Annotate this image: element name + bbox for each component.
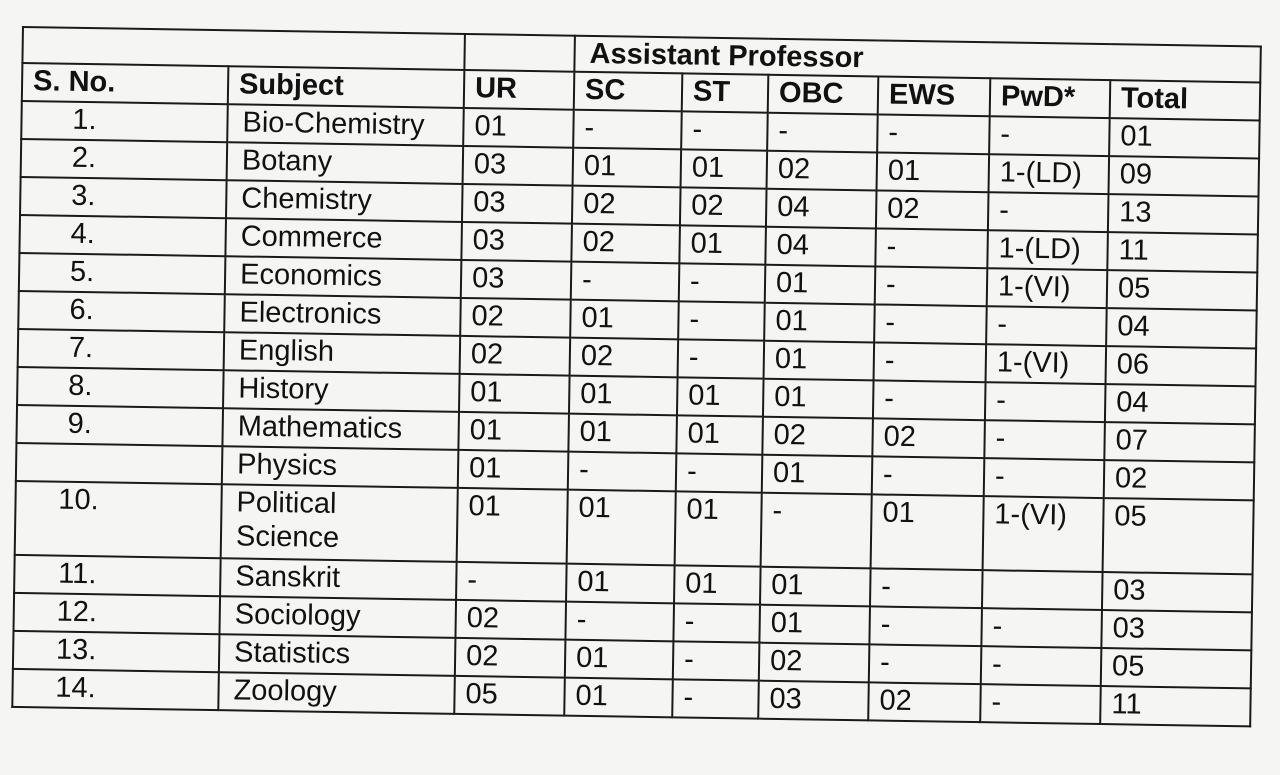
cell-obc: 01 [765, 265, 876, 305]
cell-sc: - [571, 262, 680, 302]
cell-pwd: 1-(LD) [987, 230, 1108, 270]
column-header: PwD* [990, 78, 1111, 118]
cell-subject: English [224, 332, 461, 374]
cell-subject: Commerce [225, 218, 462, 260]
cell-ur: 03 [462, 184, 573, 224]
cell-st: 01 [679, 225, 766, 264]
cell-subject: Mathematics [222, 408, 459, 450]
cell-total: 04 [1106, 308, 1257, 348]
cell-pwd [982, 570, 1103, 610]
cell-st: 01 [677, 377, 764, 416]
cell-ur: 01 [459, 374, 570, 414]
cell-total: 02 [1104, 460, 1255, 500]
cell-st: - [678, 339, 765, 378]
cell-st: - [672, 679, 759, 718]
cell-obc: 03 [758, 681, 869, 721]
cell-sc: - [573, 110, 682, 150]
cell-pwd: - [986, 306, 1107, 346]
cell-total: 05 [1107, 270, 1258, 310]
group-header: Assistant Professor [574, 36, 1260, 83]
column-header: SC [574, 72, 683, 112]
column-header: ST [682, 73, 769, 112]
cell-sno: 11. [14, 555, 221, 596]
cell-ur: 03 [461, 260, 572, 300]
cell-pwd: - [989, 116, 1110, 156]
column-header: OBC [768, 75, 879, 115]
cell-ur: 03 [461, 222, 572, 262]
cell-ews: - [873, 380, 986, 420]
blank-header-cell [464, 34, 575, 72]
cell-ews: - [875, 266, 988, 306]
cell-sno: 13. [13, 631, 220, 672]
cell-total: 09 [1108, 156, 1259, 196]
cell-obc: 02 [762, 417, 873, 457]
cell-sno: 8. [17, 367, 224, 408]
cell-ur: 05 [454, 676, 565, 716]
cell-st: 01 [676, 415, 763, 454]
cell-pwd: - [984, 458, 1105, 498]
cell-st: 01 [681, 149, 768, 188]
posts-table [11, 26, 1262, 727]
cell-obc: 04 [765, 227, 876, 267]
cell-obc: 01 [764, 341, 875, 381]
cell-subject: Physics [222, 446, 459, 488]
cell-ews: - [874, 304, 987, 344]
cell-sc: - [565, 602, 674, 642]
cell-total: 07 [1104, 422, 1255, 462]
cell-obc: - [761, 493, 872, 569]
cell-ews: - [869, 644, 982, 684]
cell-ews: - [877, 114, 990, 154]
cell-ur: 01 [457, 488, 568, 564]
cell-total: 13 [1108, 194, 1259, 234]
cell-pwd: - [981, 608, 1102, 648]
column-header: EWS [878, 76, 991, 116]
cell-ews: 02 [876, 190, 989, 230]
cell-subject: Botany [227, 142, 464, 184]
column-header: S. No. [22, 63, 229, 104]
cell-pwd: - [988, 192, 1109, 232]
cell-total: 04 [1105, 384, 1256, 424]
cell-st: - [673, 641, 760, 680]
cell-total: 01 [1109, 118, 1260, 158]
cell-ur: 02 [460, 336, 571, 376]
cell-sno: 5. [19, 253, 226, 294]
cell-st: 02 [680, 187, 767, 226]
cell-sno [16, 443, 223, 484]
cell-pwd: - [985, 382, 1106, 422]
cell-ews: - [875, 228, 988, 268]
cell-obc: - [767, 113, 878, 153]
cell-sno: 14. [12, 669, 219, 710]
table-body [12, 101, 1259, 726]
cell-sno: 7. [18, 329, 225, 370]
cell-st: - [678, 301, 765, 340]
cell-sc: 02 [571, 224, 680, 264]
cell-pwd: - [984, 420, 1105, 460]
cell-sc: 02 [572, 186, 681, 226]
cell-obc: 01 [763, 379, 874, 419]
cell-subject: History [223, 370, 460, 412]
cell-sno: 10. [15, 481, 222, 558]
cell-sno: 3. [20, 177, 227, 218]
cell-subject: Statistics [219, 634, 456, 676]
cell-subject: Electronics [224, 294, 461, 336]
cell-st: 01 [674, 565, 761, 604]
cell-obc: 01 [762, 455, 873, 495]
cell-subject: Bio-Chemistry [227, 104, 464, 146]
cell-obc: 04 [766, 189, 877, 229]
cell-st: 01 [675, 491, 762, 566]
cell-pwd: - [981, 646, 1102, 686]
cell-ur: 01 [458, 450, 569, 490]
column-header: UR [464, 70, 575, 110]
cell-total: 05 [1103, 498, 1254, 574]
column-header: Subject [228, 66, 465, 108]
cell-ews: - [869, 606, 982, 646]
cell-ews: 02 [868, 682, 981, 722]
cell-ur: 03 [463, 146, 574, 186]
cell-subject: Political Science [221, 484, 458, 562]
table-container [11, 26, 1260, 727]
cell-pwd: 1-(VI) [986, 344, 1107, 384]
cell-total: 11 [1100, 686, 1251, 726]
cell-ur: 02 [455, 600, 566, 640]
cell-sc: 01 [569, 376, 678, 416]
cell-ews: - [870, 568, 983, 608]
cell-obc: 02 [759, 643, 870, 683]
cell-sc: 01 [567, 490, 676, 566]
cell-ews: 01 [871, 494, 984, 570]
cell-subject: Economics [225, 256, 462, 298]
cell-st: - [673, 603, 760, 642]
column-header: Total [1110, 80, 1261, 120]
cell-sc: - [568, 452, 677, 492]
cell-sno: 6. [18, 291, 225, 332]
cell-total: 05 [1101, 648, 1252, 688]
cell-sno: 12. [13, 593, 220, 634]
cell-pwd: 1-(VI) [987, 268, 1108, 308]
cell-total: 11 [1107, 232, 1258, 272]
cell-obc: 01 [764, 303, 875, 343]
cell-ur: 02 [460, 298, 571, 338]
cell-sc: 01 [565, 640, 674, 680]
cell-ur: 01 [463, 108, 574, 148]
cell-ews: 02 [872, 418, 985, 458]
cell-subject: Sanskrit [220, 558, 457, 600]
cell-ur: 01 [458, 412, 569, 452]
cell-sno: 2. [21, 139, 228, 180]
cell-sc: 01 [570, 300, 679, 340]
cell-ews: - [872, 456, 985, 496]
cell-sc: 01 [573, 148, 682, 188]
cell-pwd: - [980, 684, 1101, 724]
cell-obc: 01 [759, 605, 870, 645]
cell-st: - [681, 111, 768, 150]
cell-sno: 9. [16, 405, 223, 446]
cell-pwd: 1-(VI) [983, 496, 1104, 572]
cell-sc: 01 [568, 414, 677, 454]
cell-ur: 02 [455, 638, 566, 678]
cell-obc: 01 [760, 567, 871, 607]
cell-st: - [679, 263, 766, 302]
cell-sc: 01 [566, 564, 675, 604]
cell-ews: - [874, 342, 987, 382]
cell-pwd: 1-(LD) [989, 154, 1110, 194]
cell-subject: Sociology [219, 596, 456, 638]
cell-obc: 02 [767, 151, 878, 191]
cell-sno: 4. [19, 215, 226, 256]
cell-st: - [676, 453, 763, 492]
cell-sc: 01 [564, 678, 673, 718]
cell-sno: 1. [21, 101, 228, 142]
cell-sc: 02 [570, 338, 679, 378]
cell-ur: - [456, 562, 567, 602]
cell-subject: Zoology [218, 672, 455, 714]
cell-total: 03 [1101, 610, 1252, 650]
cell-total: 06 [1106, 346, 1257, 386]
cell-ews: 01 [877, 152, 990, 192]
cell-total: 03 [1102, 572, 1253, 612]
cell-subject: Chemistry [226, 180, 463, 222]
